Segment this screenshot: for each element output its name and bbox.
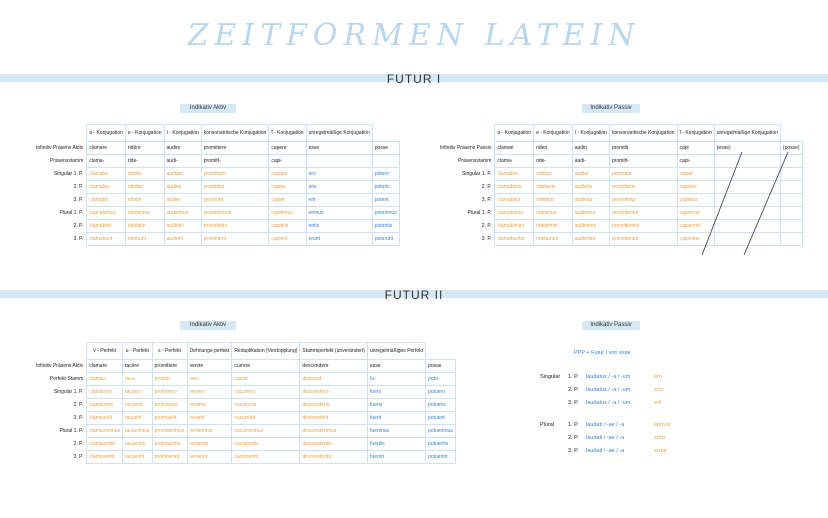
table-cell: ridebitur <box>534 194 573 207</box>
table-cell: potero <box>372 168 399 181</box>
table-cell: audientur <box>572 233 609 246</box>
table-cell: cucurrero <box>232 386 300 399</box>
table-cell: erimus <box>306 207 372 220</box>
table-cell: cucurreris <box>232 399 300 412</box>
table-cell: veneris <box>187 399 232 412</box>
table-row <box>34 451 455 464</box>
passiv-cell: 1. P. <box>568 422 579 428</box>
row-label: Infinitiv Präsens Aktiv <box>36 145 84 151</box>
column-header: konsonantische Konjugation <box>201 125 269 142</box>
table-cell: clamabit <box>87 194 126 207</box>
table-cell: capieris <box>677 181 714 194</box>
table-cell: fuero <box>367 386 425 399</box>
table-cell: cucurreritis <box>232 438 300 451</box>
table-cell: descendero <box>300 386 368 399</box>
row-label: 2. P. <box>481 184 492 190</box>
table-cell: capiam <box>269 168 306 181</box>
table-cell: poterimus <box>372 207 399 220</box>
passiv-cell: Singular <box>540 374 561 380</box>
table-cell: tacuerit <box>123 412 152 425</box>
table-cell: audieris <box>572 181 609 194</box>
passiv-cell: erit <box>654 400 662 406</box>
table-cell: promitteris <box>609 181 677 194</box>
row-label: Präsensstamm <box>458 158 492 164</box>
column-header: a - Konjugation <box>87 125 126 142</box>
table-cell: audiri <box>572 142 609 155</box>
table-cell: tacueris <box>123 399 152 412</box>
table-cell: rideri <box>534 142 573 155</box>
row-label: 3. P. <box>73 197 84 203</box>
column-header: ĭ - Konjugation <box>269 125 306 142</box>
row-label: 2. P. <box>73 184 84 190</box>
table-cell: descenderitis <box>300 438 368 451</box>
row-label: 2. P. <box>73 441 84 447</box>
table-row <box>34 194 399 207</box>
table-row <box>34 412 455 425</box>
table-row <box>34 168 399 181</box>
f2-aktiv-table <box>34 342 456 464</box>
table-cell: venerint <box>187 451 232 464</box>
f1-passiv-strikes <box>700 150 792 260</box>
table-cell: clamabuntur <box>495 233 534 246</box>
table-cell: esse <box>367 360 425 373</box>
row-label: Singular 1. P. <box>53 389 84 395</box>
column-header: ĭ - Konjugation <box>677 125 714 142</box>
table-cell: tacēre <box>123 360 152 373</box>
table-cell: fueris <box>367 399 425 412</box>
corner-cell <box>34 125 87 142</box>
page-title: ZEITFORMEN LATEIN <box>187 18 641 53</box>
table-cell: esse <box>306 142 372 155</box>
table-cell: promitt- <box>609 155 677 168</box>
row-label: 2. P. <box>73 402 84 408</box>
table-cell: promittes <box>201 181 269 194</box>
table-cell: ridebimus <box>125 207 164 220</box>
table-cell: promiserint <box>152 451 187 464</box>
passiv-cell: eritis <box>654 435 666 441</box>
passiv-cell: erimus <box>654 422 671 428</box>
table-cell: audi- <box>572 155 609 168</box>
futur1-heading: FUTUR I <box>386 72 442 86</box>
table-cell: capi- <box>269 155 306 168</box>
table-row <box>34 373 455 386</box>
row-label: Präsensstamm <box>49 158 84 164</box>
f1-passiv-label: Indikativ Passiv <box>582 104 640 113</box>
passiv-cell: laudati / -ae / -a <box>586 435 625 441</box>
table-cell: clamaberis <box>495 181 534 194</box>
passiv-cell: ero <box>654 374 662 380</box>
table-row <box>34 220 399 233</box>
column-header: konsonantische Konjugation <box>609 125 677 142</box>
column-header: unregelmäßiges Perfekt <box>367 343 425 360</box>
table-cell: promittar <box>609 168 677 181</box>
table-cell: ridebunt <box>125 233 164 246</box>
table-cell: posse <box>372 142 399 155</box>
row-label: 3. P. <box>481 236 492 242</box>
table-row <box>34 399 455 412</box>
f2-passiv-label: Indikativ Passiv <box>582 321 640 330</box>
table-cell: venerimus <box>187 425 232 438</box>
table-cell: descenderit <box>300 412 368 425</box>
table-cell: promittemus <box>201 207 269 220</box>
table-cell: audiemur <box>572 207 609 220</box>
table-cell: clamaverint <box>87 451 123 464</box>
table-cell: tacuerimus <box>123 425 152 438</box>
table-cell: capiemini <box>677 220 714 233</box>
table-cell: audiet <box>164 194 201 207</box>
table-cell: audiar <box>572 168 609 181</box>
table-row <box>34 386 455 399</box>
column-header: ī - Konjugation <box>164 125 201 142</box>
table-row <box>34 207 399 220</box>
table-cell: capient <box>269 233 306 246</box>
column-header: Stammperfekt (unverändert) <box>300 343 368 360</box>
table-cell: clamabitur <box>495 194 534 207</box>
table-cell: cucurrerint <box>232 451 300 464</box>
row-label: 3. P. <box>481 197 492 203</box>
table-cell: clamabimur <box>495 207 534 220</box>
table-cell: ridēre <box>125 142 164 155</box>
table-row <box>34 360 455 373</box>
table-cell: potueris <box>426 399 456 412</box>
table-cell: audietur <box>572 194 609 207</box>
table-cell: clamabimini <box>495 220 534 233</box>
column-header: u - Perfekt <box>123 343 152 360</box>
table-cell: venerit <box>187 412 232 425</box>
table-cell: descenderint <box>300 451 368 464</box>
table-cell: clamaverimus <box>87 425 123 438</box>
table-cell: ride- <box>125 155 164 168</box>
table-row <box>34 155 399 168</box>
table-row <box>34 233 399 246</box>
table-cell: ridebimini <box>534 220 573 233</box>
row-label: Infinitiv Präsens Passiv <box>440 145 492 151</box>
table-cell: audietis <box>164 220 201 233</box>
passiv-cell: 2. P. <box>568 387 579 393</box>
table-cell: poterunt <box>372 233 399 246</box>
table-cell: clamavero <box>87 386 123 399</box>
column-header: unregelmäßige Konjugation <box>714 125 780 142</box>
passiv-cell: laudati / -ae / -a <box>586 448 625 454</box>
table-row <box>34 181 399 194</box>
table-cell: ridebimur <box>534 207 573 220</box>
table-cell: promitt- <box>201 155 269 168</box>
table-cell: ridebuntur <box>534 233 573 246</box>
table-cell: poteritis <box>372 220 399 233</box>
table-cell: tacu- <box>123 373 152 386</box>
table-cell: (esse) <box>714 142 780 155</box>
column-header: v - Perfekt <box>87 343 123 360</box>
table-cell: clamaveritis <box>87 438 123 451</box>
table-cell <box>372 155 399 168</box>
table-cell: clamaverit <box>87 412 123 425</box>
table-cell: descenderimus <box>300 425 368 438</box>
f1-aktiv-table <box>34 124 400 246</box>
row-label: 3. P. <box>73 415 84 421</box>
table-cell: tacuero <box>123 386 152 399</box>
table-cell: ridebit <box>125 194 164 207</box>
table-cell: erunt <box>306 233 372 246</box>
table-cell: eris <box>306 181 372 194</box>
table-cell: ven- <box>187 373 232 386</box>
table-cell: promiseritis <box>152 438 187 451</box>
f2-aktiv-label: Indikativ Aktiv <box>180 321 236 330</box>
table-cell: capientur <box>677 233 714 246</box>
table-cell: ridebo <box>125 168 164 181</box>
table-cell: ride- <box>534 155 573 168</box>
table-cell: clamaveris <box>87 399 123 412</box>
passiv-cell: 1. P. <box>568 374 579 380</box>
column-header: ī - Konjugation <box>572 125 609 142</box>
table-cell: promittere <box>201 142 269 155</box>
row-label: 2. P. <box>73 223 84 229</box>
table-cell: poteris <box>372 181 399 194</box>
table-cell: audies <box>164 181 201 194</box>
row-label: 3. P. <box>73 236 84 242</box>
table-cell: promittetis <box>201 220 269 233</box>
table-cell: clamabo <box>87 168 126 181</box>
table-cell: clamabis <box>87 181 126 194</box>
passiv-cell: 3. P. <box>568 400 579 406</box>
table-cell: clamare <box>87 142 126 155</box>
row-label: Singular 1. P. <box>462 171 492 177</box>
table-cell: promiseris <box>152 399 187 412</box>
passiv-cell: 3. P. <box>568 448 579 454</box>
table-cell: currere <box>232 360 300 373</box>
table-cell: poterit <box>372 194 399 207</box>
table-cell: capiet <box>269 194 306 207</box>
table-cell: promiserit <box>152 412 187 425</box>
row-label: Singular 1. P. <box>53 171 84 177</box>
table-cell: promisero <box>152 386 187 399</box>
table-cell: fuerint <box>367 451 425 464</box>
table-cell: promittet <box>201 194 269 207</box>
f1-aktiv-label: Indikativ Aktiv <box>180 104 236 113</box>
corner-cell <box>34 343 87 360</box>
table-cell: eritis <box>306 220 372 233</box>
table-cell: promittam <box>201 168 269 181</box>
table-cell: fueritis <box>367 438 425 451</box>
table-cell: capietur <box>677 194 714 207</box>
table-cell: clamabunt <box>87 233 126 246</box>
table-cell: clamari <box>495 142 534 155</box>
row-label: 2. P. <box>481 223 492 229</box>
table-cell: ridebor <box>534 168 573 181</box>
table-cell: promittentur <box>609 233 677 246</box>
table-cell: clama- <box>87 155 126 168</box>
table-cell: ridebitis <box>125 220 164 233</box>
table-cell: capies <box>269 181 306 194</box>
passiv-cell: laudatus / -a / -um <box>586 400 631 406</box>
column-header: e - Konjugation <box>534 125 573 142</box>
row-label: Plural 1. P. <box>59 210 84 216</box>
table-cell: veneritis <box>187 438 232 451</box>
table-cell: clamabor <box>495 168 534 181</box>
table-cell: potuerint <box>426 451 456 464</box>
table-cell: clamav- <box>87 373 123 386</box>
passiv-cell: Plural <box>540 422 555 428</box>
row-label: Perfekt-Stamm <box>49 376 84 382</box>
table-cell: capiemur <box>677 207 714 220</box>
table-cell: audi- <box>164 155 201 168</box>
table-cell: capiemus <box>269 207 306 220</box>
table-cell: promittere <box>152 360 187 373</box>
table-cell: fu- <box>367 373 425 386</box>
row-label: Infinitiv Präsens Aktiv <box>36 363 84 369</box>
table-cell: potueritis <box>426 438 456 451</box>
passiv-formula: PPP + Futur I von esse <box>574 350 631 356</box>
column-header: Dehnungs-perfekt <box>187 343 232 360</box>
table-cell: ero <box>306 168 372 181</box>
table-cell: rideberis <box>534 181 573 194</box>
table-cell <box>306 155 372 168</box>
table-cell: erit <box>306 194 372 207</box>
column-header: Reduplikation (Verdopplung) <box>232 343 300 360</box>
table-cell: potuero <box>426 386 456 399</box>
column-header: s - Perfekt <box>152 343 187 360</box>
table-cell: tacueritis <box>123 438 152 451</box>
table-cell: ridebis <box>125 181 164 194</box>
table-row <box>34 142 399 155</box>
table-cell: audient <box>164 233 201 246</box>
table-cell: promitti <box>609 142 677 155</box>
table-cell: promiserimus <box>152 425 187 438</box>
table-cell: descend- <box>300 373 368 386</box>
table-cell: clamare <box>87 360 123 373</box>
passiv-cell: laudati / -ae / -a <box>586 422 625 428</box>
table-cell: clama- <box>495 155 534 168</box>
table-cell: cucurrerit <box>232 412 300 425</box>
table-cell: promittemini <box>609 220 677 233</box>
passiv-cell: laudatus / -a / -um <box>586 387 631 393</box>
table-cell: capere <box>269 142 306 155</box>
table-cell: clamabimus <box>87 207 126 220</box>
table-cell: tacuerint <box>123 451 152 464</box>
table-row <box>34 425 455 438</box>
table-cell: audire <box>164 142 201 155</box>
passiv-cell: 2. P. <box>568 435 579 441</box>
table-cell: fuerimus <box>367 425 425 438</box>
row-label: 3. P. <box>73 454 84 460</box>
table-cell: potuerimus <box>426 425 456 438</box>
table-cell: descenderis <box>300 399 368 412</box>
passiv-cell: eris <box>654 387 663 393</box>
table-cell: promittent <box>201 233 269 246</box>
table-cell: posse <box>426 360 456 373</box>
table-cell: venero <box>187 386 232 399</box>
column-header: a - Konjugation <box>495 125 534 142</box>
table-cell: potu- <box>426 373 456 386</box>
column-header: e - Konjugation <box>125 125 164 142</box>
futur2-heading: FUTUR II <box>384 288 444 302</box>
table-cell: promittemur <box>609 207 677 220</box>
column-header: unregelmäßige Konjugation <box>306 125 372 142</box>
table-cell: audiemus <box>164 207 201 220</box>
table-cell: (posse) <box>780 142 802 155</box>
passiv-cell: erunt <box>654 448 667 454</box>
row-label: Plural 1. P. <box>59 428 84 434</box>
table-cell: cucurrerimus <box>232 425 300 438</box>
table-cell: clamabitis <box>87 220 126 233</box>
corner-cell <box>438 125 495 142</box>
passiv-cell: laudatus / -a / -um <box>586 374 631 380</box>
table-row <box>34 438 455 451</box>
table-cell: promis- <box>152 373 187 386</box>
table-cell: audiemini <box>572 220 609 233</box>
table-cell: capi <box>677 142 714 155</box>
table-cell: audiam <box>164 168 201 181</box>
table-cell: venire <box>187 360 232 373</box>
table-cell: capi- <box>677 155 714 168</box>
table-cell: capietis <box>269 220 306 233</box>
table-cell: capiar <box>677 168 714 181</box>
table-cell: promittetur <box>609 194 677 207</box>
row-label: Plural 1. P. <box>467 210 492 216</box>
table-cell: fuerit <box>367 412 425 425</box>
table-cell: potuerit <box>426 412 456 425</box>
table-cell: cucurr- <box>232 373 300 386</box>
table-cell: descendere <box>300 360 368 373</box>
